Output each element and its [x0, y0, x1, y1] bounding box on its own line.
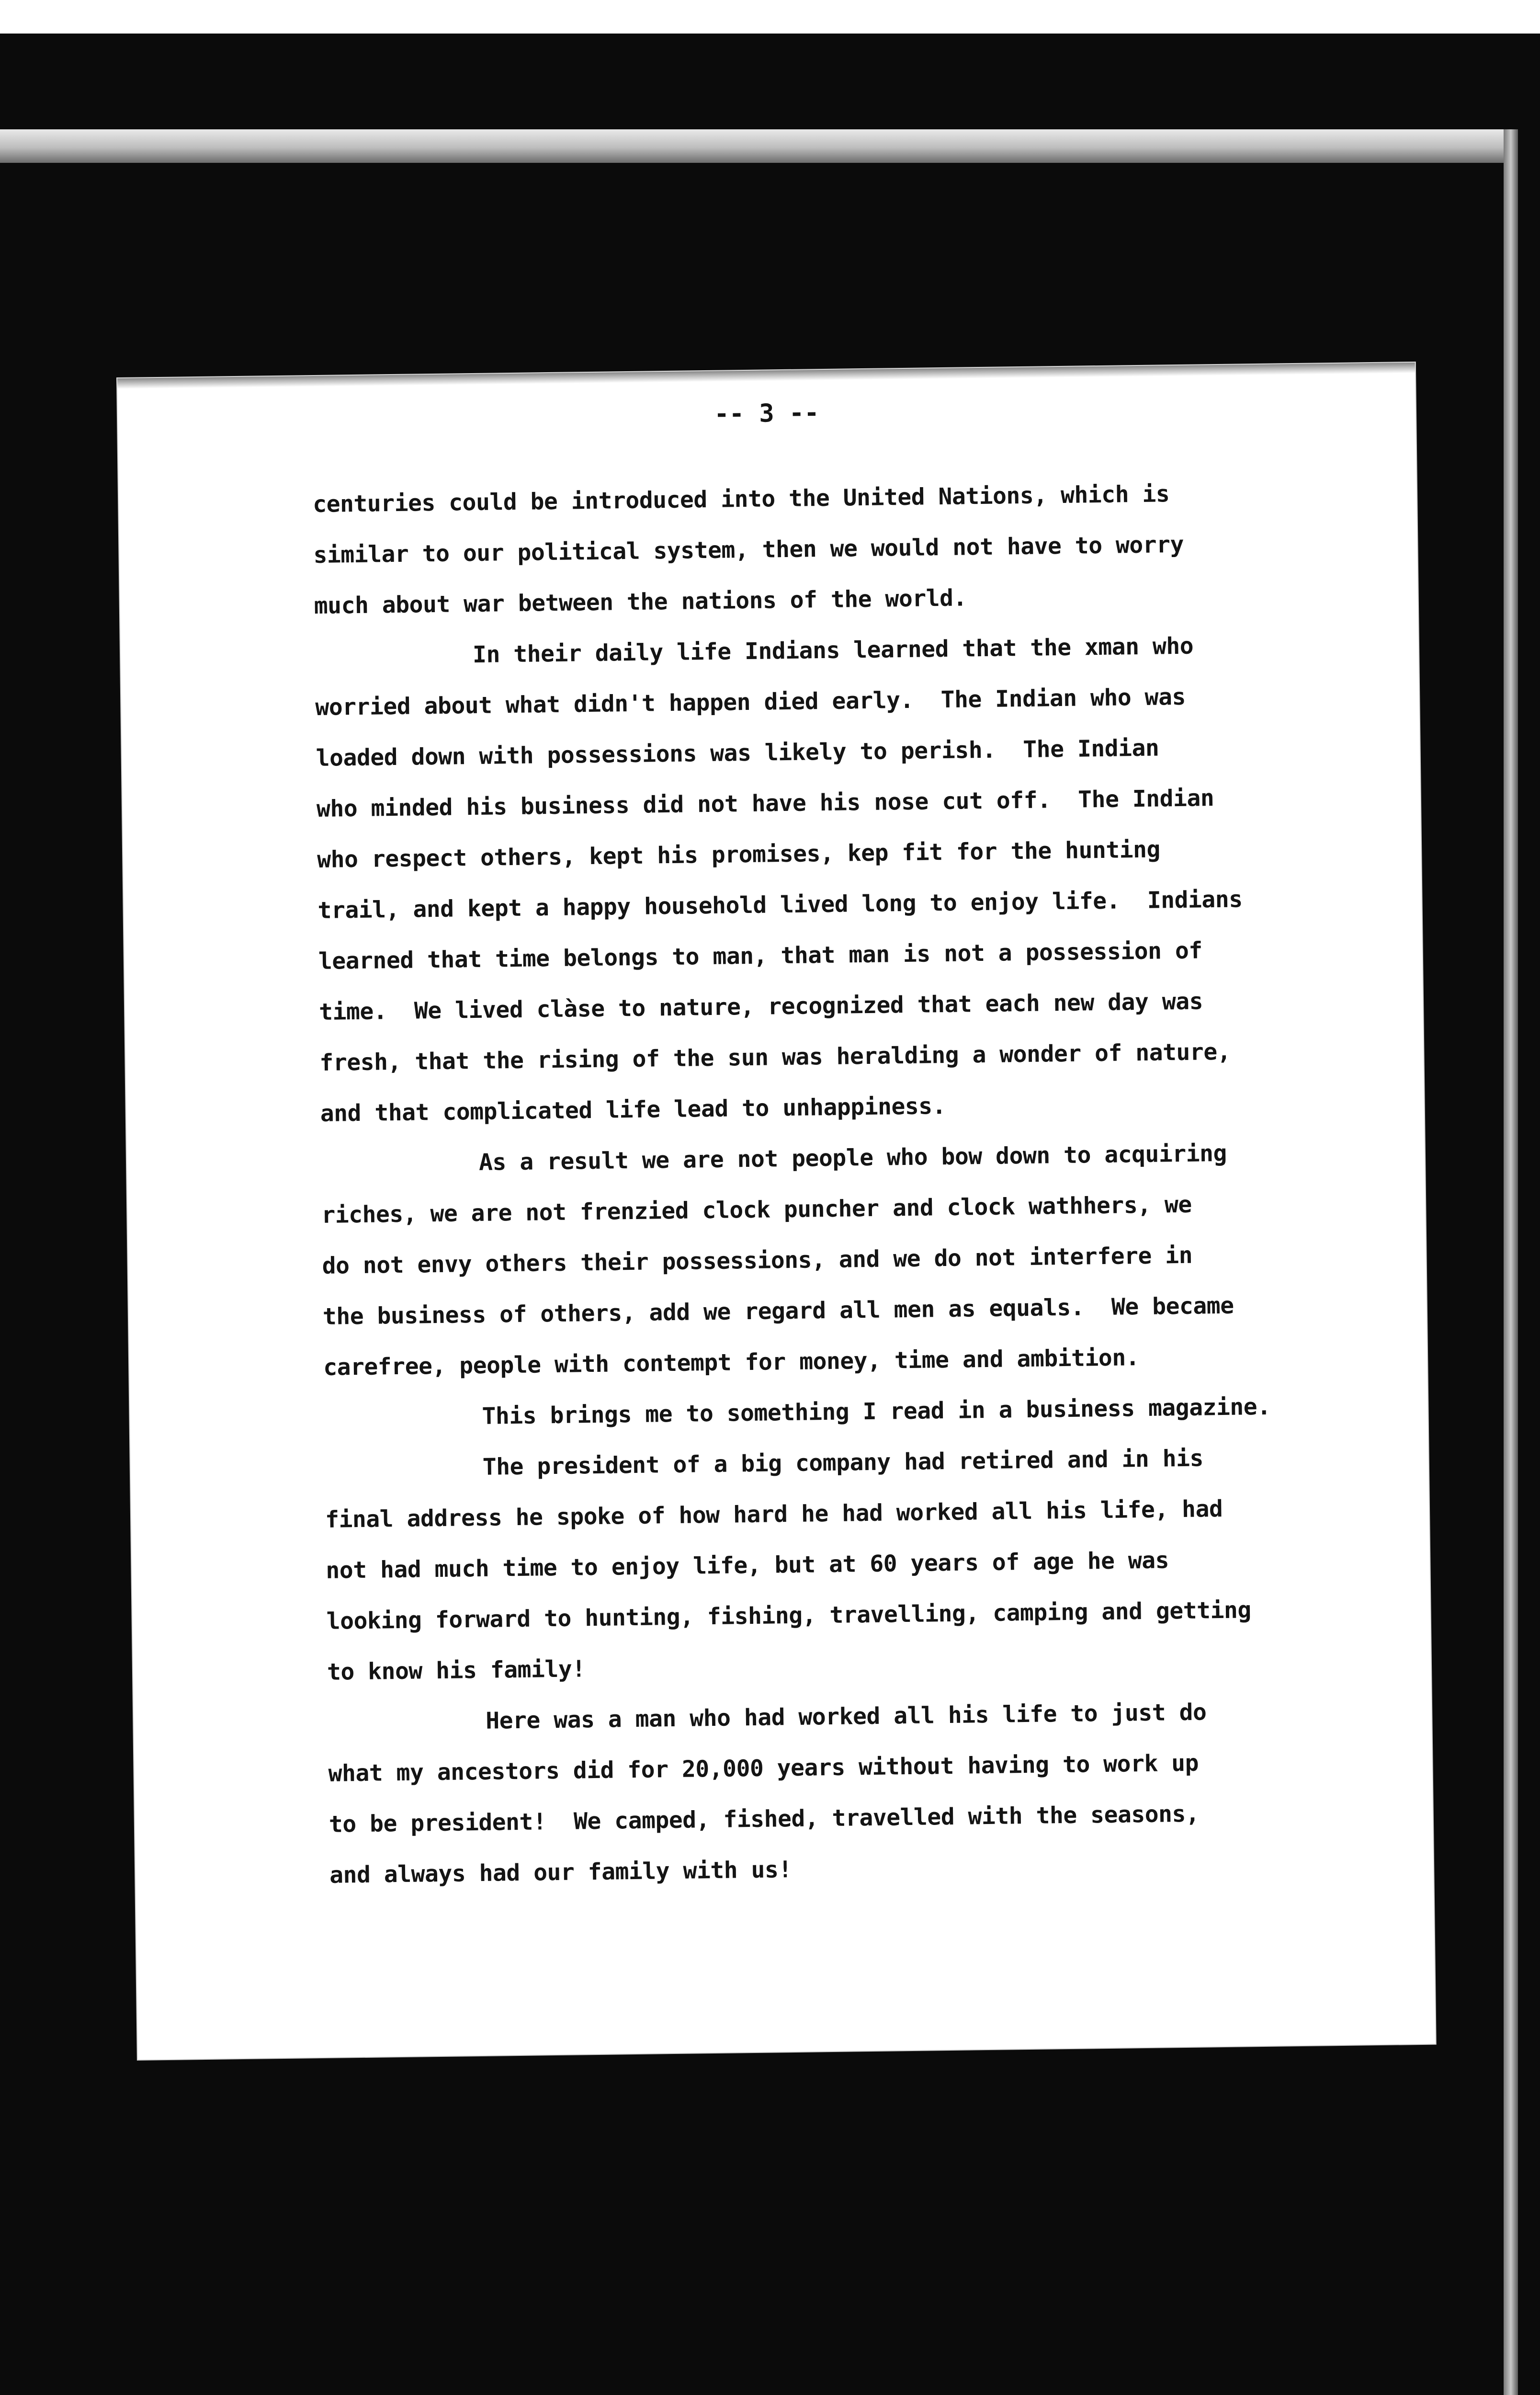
text-line: and that complicated life lead to unhappiness.: [320, 1092, 946, 1127]
text-line: who respect others, kept his promises, kep fit for the hunting: [317, 836, 1161, 873]
text-line: who minded his business did not have his nose cut off. The Indian: [316, 785, 1214, 822]
text-line: what my ancestors did for 20,000 years without having to work up: [328, 1749, 1199, 1787]
paragraph: [314, 618, 1403, 1139]
text-line: loaded down with possessions was likely to perish. The Indian: [316, 734, 1159, 772]
text-line: looking forward to hunting, fishing, travelling, camping and getting: [326, 1597, 1252, 1635]
text-line: carefree, people with contempt for money, time and ambition.: [323, 1344, 1140, 1381]
paragraph: [313, 466, 1397, 631]
text-line: Here was a man who had worked all his life to just do: [485, 1699, 1207, 1734]
typed-page: [117, 363, 1436, 2060]
page-number: -- 3 --: [714, 399, 819, 429]
text-line: The president of a big company had retired and in his: [482, 1445, 1204, 1481]
text-line: trail, and kept a happy household lived long to enjoy life. Indians: [317, 886, 1243, 924]
text-line: much about war between the nations of the world.: [314, 584, 967, 620]
paragraph: [324, 1430, 1409, 1698]
text-line: fresh, that the rising of the sun was heralding a wonder of nature,: [319, 1038, 1231, 1076]
text-line: riches, we are not frenzied clock puncher and clock wathhers, we: [321, 1191, 1192, 1229]
text-line: time. We lived clàse to nature, recognized that each new day was: [318, 988, 1203, 1026]
film-edge-right: [1504, 129, 1518, 2395]
page-body: [313, 466, 1412, 1900]
text-line: This brings me to something I read in a business magazine.: [482, 1393, 1271, 1430]
text-line: worried about what didn't happen died early. The Indian who was: [315, 683, 1186, 721]
text-line: to know his family!: [327, 1655, 586, 1686]
text-line: learned that time belongs to man, that man is not a possession of: [318, 937, 1203, 975]
paragraph: [320, 1126, 1405, 1393]
text-line: to be president! We camped, fished, travelled with the seasons,: [328, 1800, 1200, 1838]
text-line: do not envy others their possessions, and we do not interfere in: [322, 1242, 1193, 1279]
paragraph: [328, 1684, 1412, 1901]
text-line: final address he spoke of how hard he had worked all his life, had: [325, 1495, 1223, 1533]
text-line: As a result we are not people who bow down to acquiring: [478, 1140, 1227, 1176]
text-line: not had much time to enjoy life, but at 60 years of age he was: [326, 1547, 1169, 1584]
text-line: the business of others, add we regard all men as equals. We became: [322, 1292, 1234, 1330]
text-line: similar to our political system, then we would not have to worry: [313, 531, 1184, 569]
film-edge-top: [0, 129, 1508, 163]
text-line: In their daily life Indians learned that the xman who: [472, 632, 1194, 668]
text-line: and always had our family with us!: [329, 1856, 793, 1889]
text-line: centuries could be introduced into the United Nations, which is: [312, 480, 1170, 518]
